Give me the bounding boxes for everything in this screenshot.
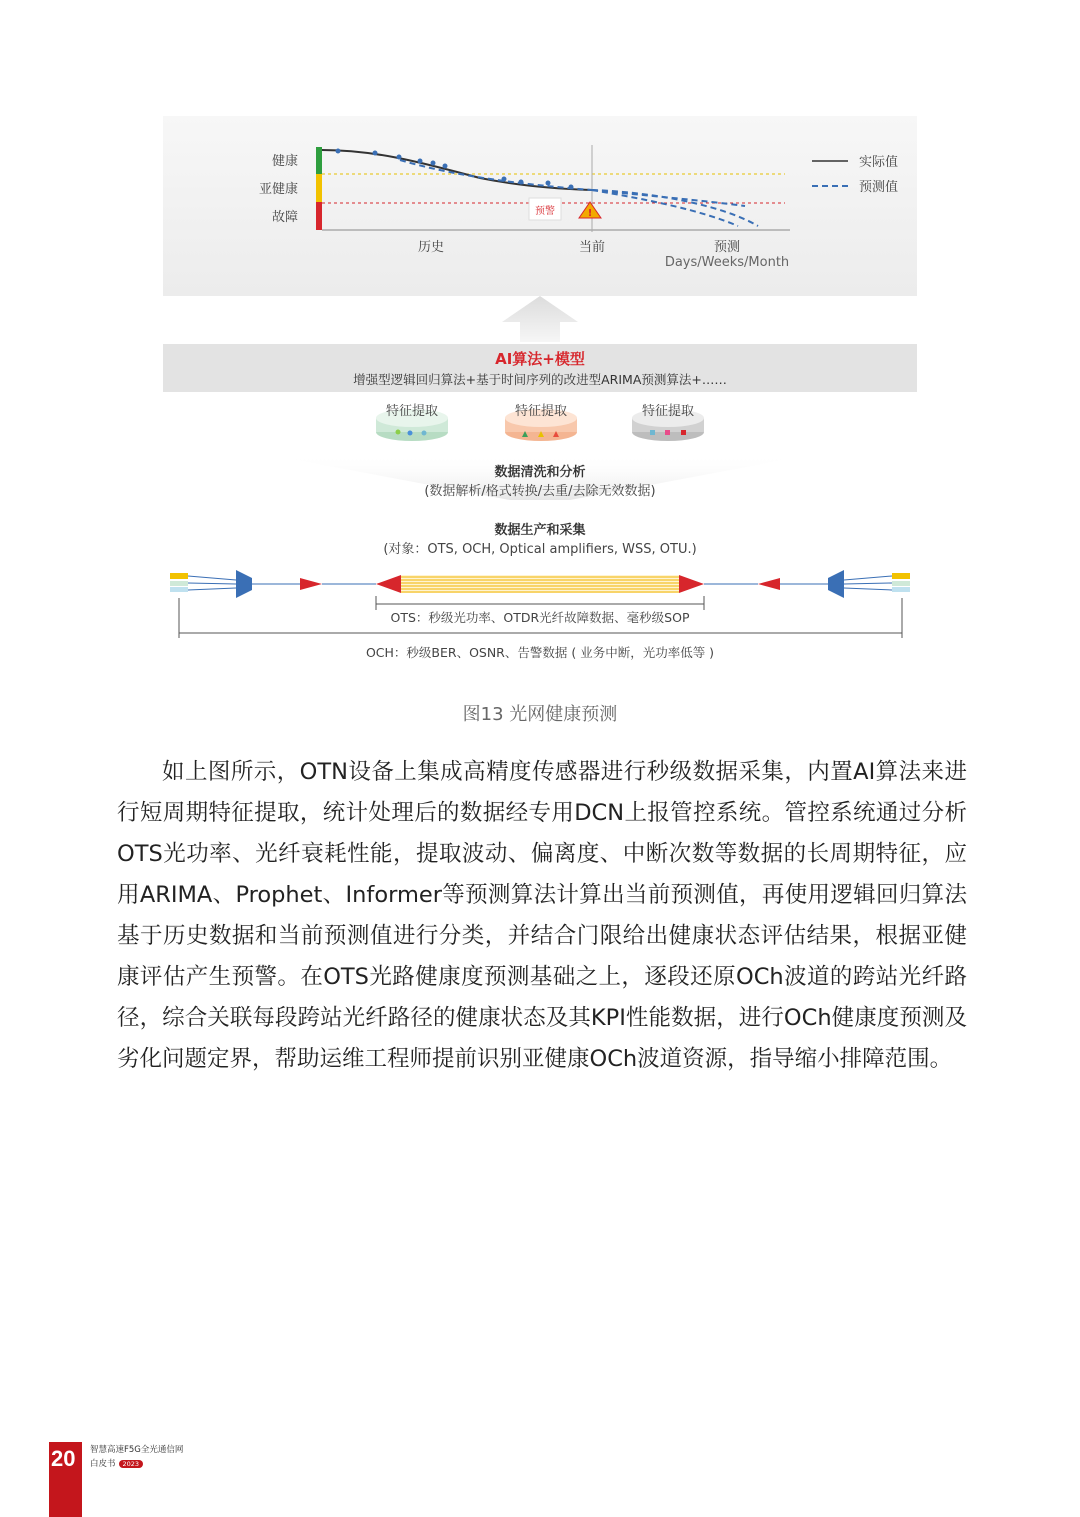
legend-predicted: 预测值 [859, 180, 899, 195]
x-sublabel: Days/Weeks/Month [664, 255, 790, 270]
up-arrow [502, 296, 578, 342]
warning-label: 预警 [535, 206, 555, 217]
figure [0, 0, 1080, 700]
network-left [170, 570, 401, 598]
och-text: OCH：秒级BER、OSNR、告警数据 ( 业务中断，光功率低等 ) [365, 645, 715, 660]
feature-label-1: 特征提取 [385, 404, 439, 419]
fault-band [316, 202, 322, 230]
cleaning-desc: (数据解析/格式转换/去重/去除无效数据) [424, 484, 656, 499]
page-number: 20 [51, 1446, 76, 1471]
legend-actual: 实际值 [859, 155, 899, 170]
collection-desc: (对象：OTS, OCH, Optical amplifiers, WSS, OTU.) [383, 542, 697, 557]
feature-label-2: 特征提取 [514, 404, 568, 419]
ai-title: AI算法+模型 [495, 350, 585, 368]
health-prediction-diagram [0, 0, 1080, 700]
svg-text:!: ! [587, 208, 593, 219]
network-right [679, 570, 910, 598]
x-label-history: 历史 [417, 240, 445, 255]
y-label-healthy: 健康 [271, 154, 298, 169]
figure-caption: 图13 光网健康预测 [462, 704, 618, 725]
paragraph: 如上图所示，OTN设备上集成高精度传感器进行秒级数据采集，内置AI算法来进行短周期特征提取，统计处理后的数据经专用DCN上报管控系统。管控系统通过分析OTS光功率、光纤衰耗性能，提取波动、偏离度、中断次数等数据的长周期特征，应用ARIMA、Prophet、Informer等预测算法计算出当前预测值，再使用逻辑回归算法基于历史数据和当前预测值进行分类，并结合门限给出健康状态评估结果，根据亚健康评估产生预警。在OTS光路健康度预测基础之上，逐段还原OCh波道的跨站光纤路径，综合关联每段跨站光纤路径的健康状态及其KPI性能数据，进行OCh健康度预测及劣化问题定界，帮助运维工程师提前识别亚健康OCh波道资源，指导缩小排障范围。 [117, 759, 967, 1072]
footer-subtitle-text: 白皮书 [90, 1459, 116, 1469]
collection-title: 数据生产和采集 [494, 523, 586, 538]
x-label-current: 当前 [578, 240, 606, 255]
y-label-fault: 故障 [271, 210, 298, 225]
feature-label-3: 特征提取 [641, 404, 695, 419]
footer-subtitle [90, 1457, 143, 1469]
x-label-forecast: 预测 [713, 240, 741, 255]
fiber-bundle [401, 575, 679, 593]
cleaning-title: 数据清洗和分析 [494, 465, 586, 480]
sub-healthy-band [316, 174, 322, 202]
y-label-sub-healthy: 亚健康 [258, 182, 298, 197]
footer-title: 智慧高速F5G全光通信网 [90, 1445, 184, 1455]
ai-desc: 增强型逻辑回归算法+基于时间序列的改进型ARIMA预测算法+…… [353, 372, 727, 387]
healthy-band [316, 147, 322, 174]
body-text [117, 752, 967, 1080]
ots-text: OTS：秒级光功率、OTDR光纤故障数据、毫秒级SOP [390, 610, 690, 625]
footer-year-badge: 2023 [119, 1460, 144, 1468]
